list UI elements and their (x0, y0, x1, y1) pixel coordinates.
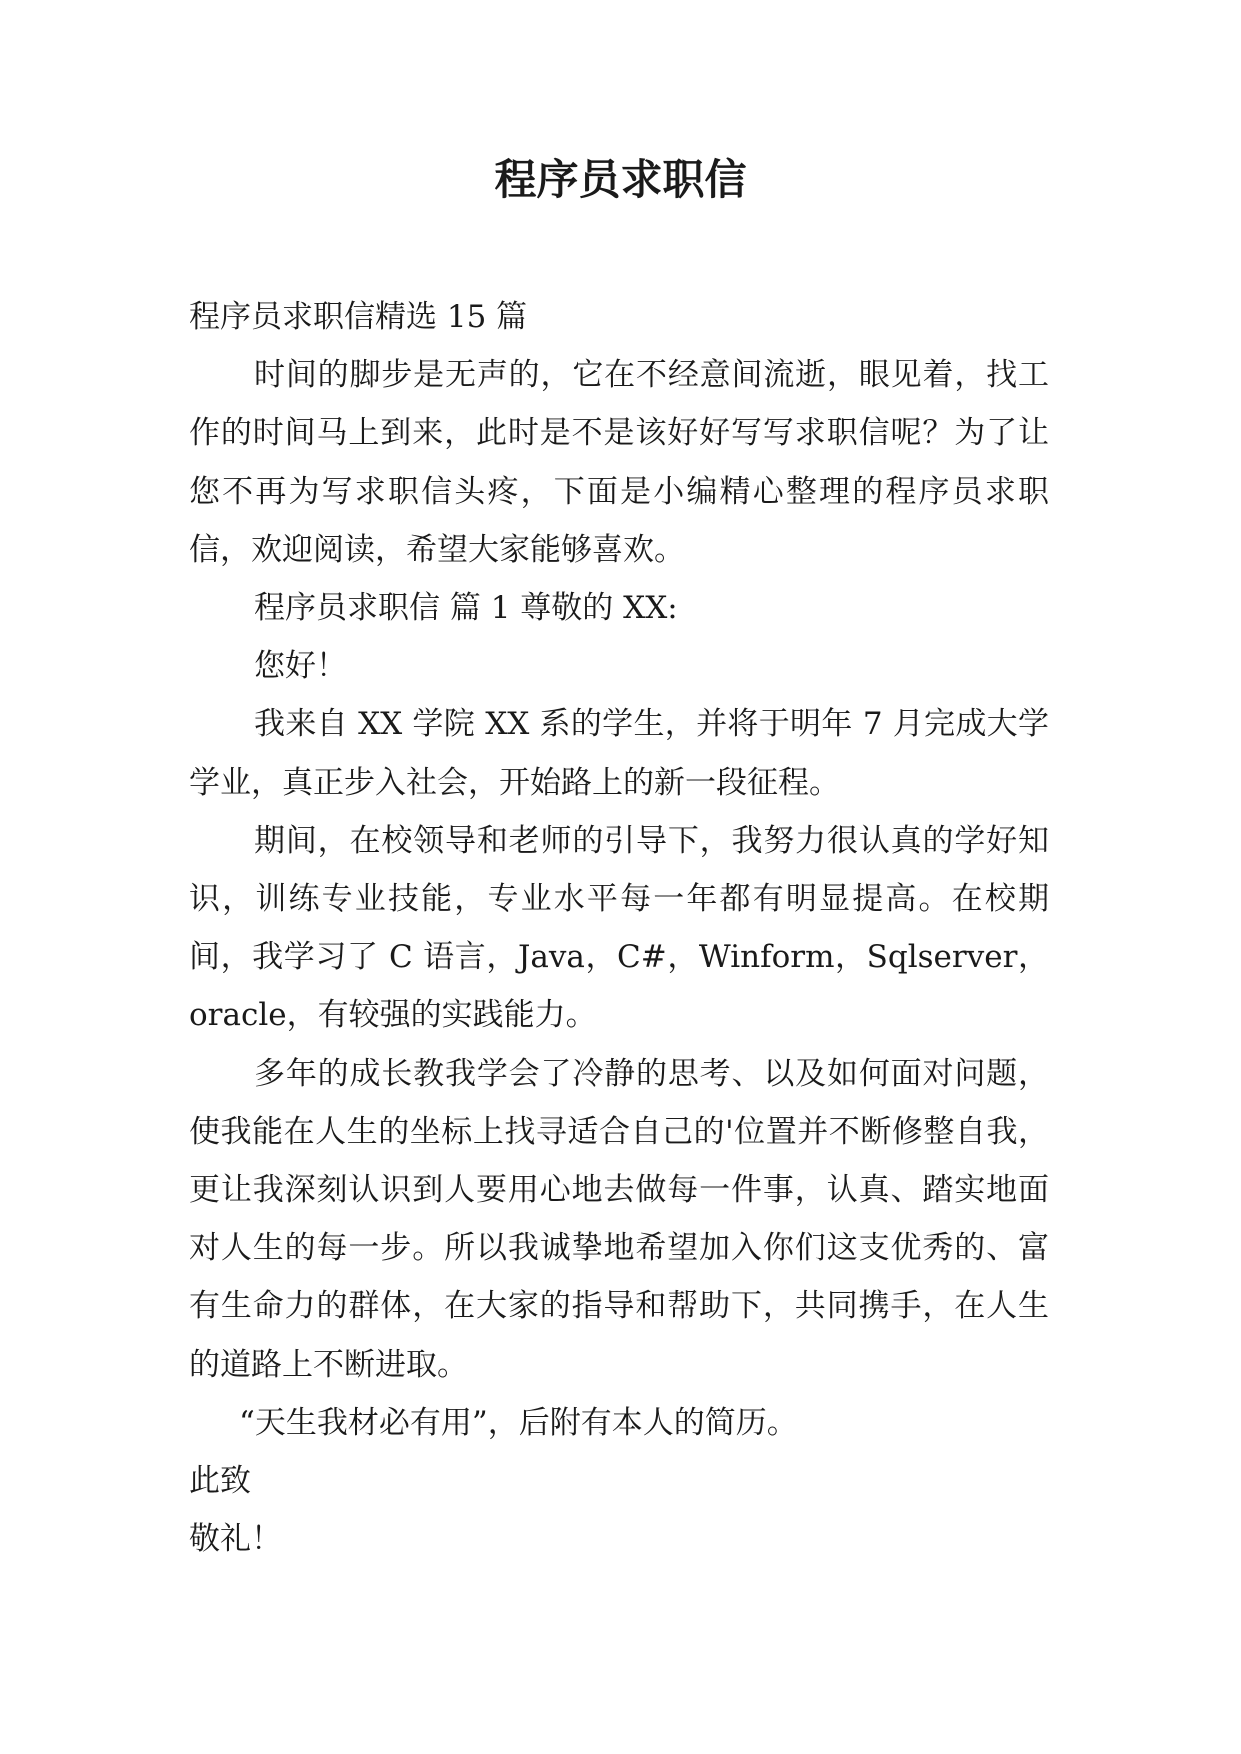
closing-quote-line: “天生我材必有用”，后附有本人的简历。 (239, 1404, 798, 1441)
document-title: 程序员求职信 (494, 155, 747, 204)
closing-regards: 敬礼！ (189, 1521, 282, 1558)
letter-heading: 程序员求职信 篇 1 尊敬的 XX: (254, 590, 678, 627)
greeting: 您好！ (254, 648, 347, 685)
body-paragraph: 期间，在校领导和老师的引导下，我努力很认真的学好知识，训练专业技能，专业水平每一年都有明显提高。在校期间，我学习了 C 语言，Java，C#，Winform，Sqlserver，oracle，有较强的实践能力。 (189, 822, 1049, 1034)
document-body (189, 288, 1049, 1568)
subtitle-line: 程序员求职信精选 15 篇 (189, 299, 528, 335)
body-paragraph: 我来自 XX 学院 XX 系的学生，并将于明年 7 月完成大学学业，真正步入社会，开始路上的新一段征程。 (189, 706, 1049, 801)
closing-salutation: 此致 (189, 1463, 251, 1500)
body-paragraph: 多年的成长教我学会了冷静的思考、以及如何面对问题，使我能在人生的坐标上找寻适合自己的'位置并不断修整自我，更让我深刻认识到人要用心地去做每一件事，认真、踏实地面对人生的每一步。所以我诚挚地希望加入你们这支优秀的、富有生命力的群体，在大家的指导和帮助下，共同携手，在人生的道路上不断进取。 (189, 1055, 1049, 1383)
intro-paragraph: 时间的脚步是无声的，它在不经意间流逝，眼见着，找工作的时间马上到来，此时是不是该好好写写求职信呢？为了让您不再为写求职信头疼，下面是小编精心整理的程序员求职信，欢迎阅读，希望大家能够喜欢。 (189, 357, 1049, 568)
